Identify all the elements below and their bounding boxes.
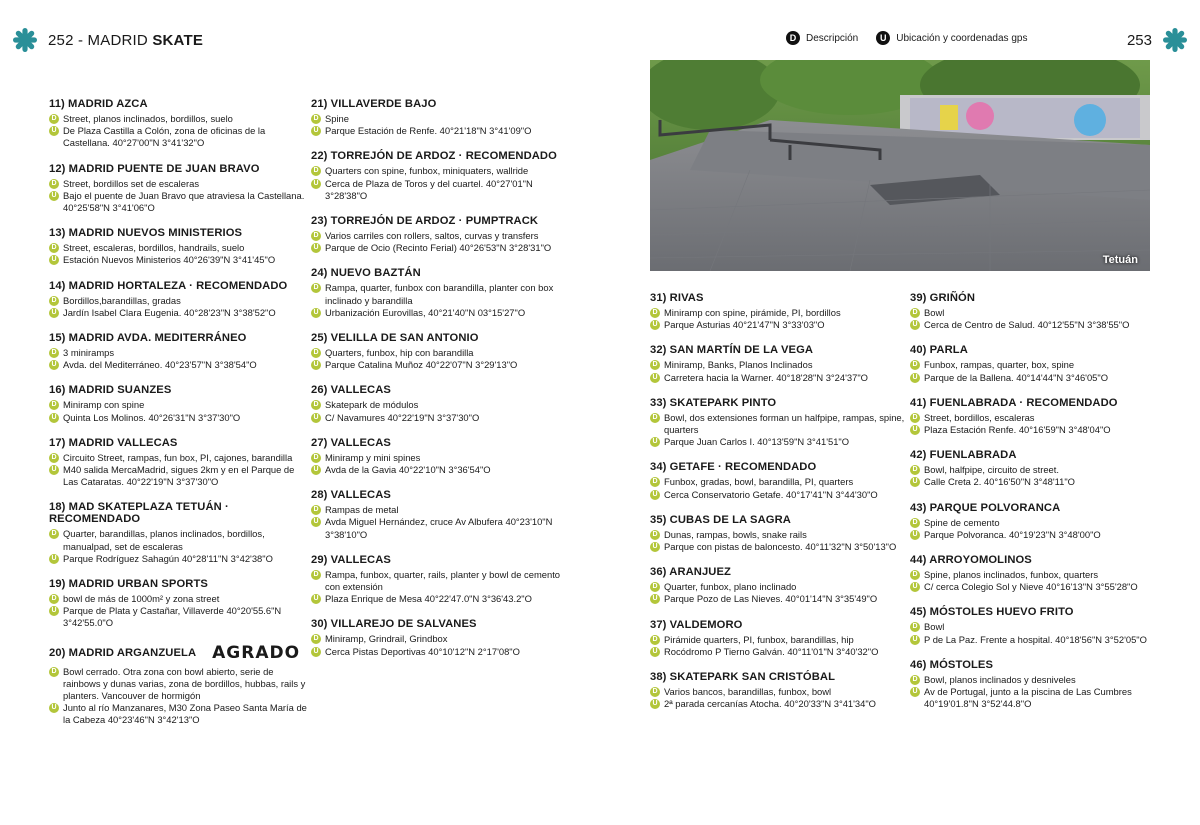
location-bullet-icon: U xyxy=(910,530,920,540)
entry-title: 17) MADRID VALLECAS xyxy=(49,436,178,449)
entry-description: D Quarters con spine, funbox, miniquaters, wallride xyxy=(311,165,569,177)
right-page-header xyxy=(1127,28,1188,52)
entry-location: U Rocódromo P Tierno Galván. 40°11'01"N 3°40'32"O xyxy=(650,646,908,658)
skatepark-entry xyxy=(311,150,569,202)
location-bullet-icon: U xyxy=(311,243,321,253)
description-bullet-icon: D xyxy=(311,348,321,358)
description-bullet-icon: D xyxy=(311,505,321,515)
skatepark-entry xyxy=(910,292,1168,331)
entry-title: 23) TORREJÓN DE ARDOZ · PUMPTRACK xyxy=(311,215,539,228)
asterisk-logo-icon xyxy=(1162,27,1188,53)
entry-description: D Bowl, halfpipe, circuito de street. xyxy=(910,464,1168,476)
entry-title: 44) ARROYOMOLINOS xyxy=(910,554,1032,567)
entry-title: 45) MÓSTOLES HUEVO FRITO xyxy=(910,606,1074,619)
location-bullet-icon: U xyxy=(49,465,59,475)
entry-location: U Parque Juan Carlos I. 40°13'59"N 3°41'51"O xyxy=(650,436,908,448)
location-bullet-icon: U xyxy=(650,490,660,500)
entry-description: D Quarter, funbox, plano inclinado xyxy=(650,581,908,593)
legend-location: U Ubicación y coordenadas gps xyxy=(876,31,1027,45)
entry-location: U Parque de Ocio (Recinto Ferial) 40°26'53"N 3°28'31"O xyxy=(311,242,569,254)
location-bullet-icon: U xyxy=(650,699,660,709)
skatepark-entry xyxy=(650,514,908,553)
entry-location: U Cerca de Centro de Salud. 40°12'55"N 3°38'55"O xyxy=(910,319,1168,331)
entry-location: U Parque Asturias 40°21'47"N 3°33'03"O xyxy=(650,319,908,331)
entry-title: 33) SKATEPARK PINTO xyxy=(650,396,777,409)
description-bullet-icon: D xyxy=(49,453,59,463)
location-bullet-icon: U xyxy=(311,647,321,657)
description-bullet-icon: D xyxy=(49,243,59,253)
entry-title: 20) MADRID ARGANZUELA AGRADO xyxy=(49,642,301,663)
entry-location: U Avda. del Mediterráneo. 40°23'57"N 3°38'54"O xyxy=(49,359,307,371)
entry-title: 16) MADRID SUANZES xyxy=(49,384,172,397)
skatepark-entry xyxy=(311,437,569,476)
entry-title: 13) MADRID NUEVOS MINISTERIOS xyxy=(49,227,243,240)
skatepark-entry xyxy=(650,619,908,658)
skatepark-entry xyxy=(650,344,908,383)
entry-location: U Parque Polvoranca. 40°19'23"N 3°48'00"O xyxy=(910,529,1168,541)
entry-description: D Funbox, gradas, bowl, barandilla, PI, quarters xyxy=(650,476,908,488)
description-bullet-icon: D xyxy=(650,360,660,370)
entry-title: 38) SKATEPARK SAN CRISTÓBAL xyxy=(650,671,836,684)
skatepark-entry xyxy=(49,578,307,630)
entry-description: D Bordillos,barandillas, gradas xyxy=(49,295,307,307)
description-bullet-icon: D xyxy=(311,114,321,124)
entry-title: 31) RIVAS xyxy=(650,292,704,304)
location-bullet-icon: U xyxy=(311,594,321,604)
skatepark-entry xyxy=(49,163,307,215)
location-bullet-icon: U xyxy=(49,255,59,265)
skatepark-entry xyxy=(311,384,569,423)
entry-description: D Skatepark de módulos xyxy=(311,399,569,411)
entry-location: U M40 salida MercaMadrid, sigues 2km y en el Parque de Las Cataratas. 40°22'19"N 3°37'30"O xyxy=(49,464,307,488)
skatepark-entry xyxy=(650,566,908,605)
entry-title: 25) VELILLA DE SAN ANTONIO xyxy=(311,332,479,345)
entry-description: D Spine xyxy=(311,113,569,125)
description-bullet-icon: D xyxy=(910,675,920,685)
description-badge-icon: D xyxy=(786,31,800,45)
entry-description: D Miniramp con spine, pirámide, PI, bordillos xyxy=(650,307,908,319)
entry-location: U Avda Miguel Hernández, cruce Av Albufera 40°23'10"N 3°38'10"O xyxy=(311,516,569,540)
entry-title: 27) VALLECAS xyxy=(311,436,391,449)
description-bullet-icon: D xyxy=(910,622,920,632)
entry-title: 11) MADRID AZCA xyxy=(49,98,148,110)
entry-location: U Av de Portugal, junto a la piscina de Las Cumbres 40°19'01.8"N 3°52'44.8"O xyxy=(910,686,1168,710)
skatepark-illustration xyxy=(650,60,1150,271)
entry-location: U Cerca Conservatorio Getafe. 40°17'41"N 3°44'30"O xyxy=(650,489,908,501)
skatepark-entry xyxy=(650,671,908,710)
description-bullet-icon: D xyxy=(49,667,59,677)
location-bullet-icon: U xyxy=(49,308,59,318)
location-bullet-icon: U xyxy=(650,320,660,330)
entry-description: D bowl de más de 1000m² y zona street xyxy=(49,593,307,605)
entry-description: D Bowl xyxy=(910,621,1168,633)
description-bullet-icon: D xyxy=(910,360,920,370)
description-bullet-icon: D xyxy=(49,114,59,124)
entry-location: U Parque con pistas de baloncesto. 40°11'32"N 3°50'13"O xyxy=(650,541,908,553)
location-bullet-icon: U xyxy=(650,437,660,447)
description-bullet-icon: D xyxy=(910,518,920,528)
location-bullet-icon: U xyxy=(910,687,920,697)
description-bullet-icon: D xyxy=(49,296,59,306)
column-3 xyxy=(650,292,908,723)
description-bullet-icon: D xyxy=(650,582,660,592)
entry-description: D Street, bordillos, escaleras xyxy=(910,412,1168,424)
column-1 xyxy=(49,98,307,740)
asterisk-logo-icon xyxy=(12,27,38,53)
skatepark-entry xyxy=(311,215,569,254)
entry-description: D Rampas de metal xyxy=(311,504,569,516)
entry-description: D Varios bancos, barandillas, funbox, bowl xyxy=(650,686,908,698)
location-bullet-icon: U xyxy=(49,703,59,713)
entry-title: 21) VILLAVERDE BAJO xyxy=(311,98,437,110)
entry-description: D Rampa, funbox, quarter, rails, planter y bowl de cemento con extensión xyxy=(311,569,569,593)
location-bullet-icon: U xyxy=(49,126,59,136)
entry-description: D Street, escaleras, bordillos, handrails, suelo xyxy=(49,242,307,254)
entry-title: 42) FUENLABRADA xyxy=(910,449,1017,462)
entry-location: U Parque de Plata y Castañar, Villaverde 40°20'55.6"N 3°42'55.0"O xyxy=(49,605,307,629)
description-bullet-icon: D xyxy=(650,530,660,540)
skatepark-entry xyxy=(311,98,569,137)
entry-title: 12) MADRID PUENTE DE JUAN BRAVO xyxy=(49,162,260,175)
entry-location: U De Plaza Castilla a Colón, zona de oficinas de la Castellana. 40°27'00"N 3°41'32"O xyxy=(49,125,307,149)
entry-description: D Street, bordillos set de escaleras xyxy=(49,178,307,190)
location-bullet-icon: U xyxy=(650,542,660,552)
description-bullet-icon: D xyxy=(49,400,59,410)
photo-caption: Tetuán xyxy=(1102,254,1138,266)
column-4 xyxy=(910,292,1168,723)
location-bullet-icon: U xyxy=(49,554,59,564)
skatepark-entry xyxy=(311,618,569,657)
entry-title: 18) MAD SKATEPLAZA TETUÁN · RECOMENDADO xyxy=(49,501,229,526)
description-bullet-icon: D xyxy=(49,594,59,604)
agrado-badge: AGRADO xyxy=(212,642,301,663)
entry-description: D Street, planos inclinados, bordillos, suelo xyxy=(49,113,307,125)
skatepark-entry xyxy=(910,397,1168,436)
entry-location: U Parque Estación de Renfe. 40°21'18"N 3°41'09"O xyxy=(311,125,569,137)
skatepark-entry xyxy=(650,397,908,449)
entry-description: D Dunas, rampas, bowls, snake rails xyxy=(650,529,908,541)
location-bullet-icon: U xyxy=(910,477,920,487)
entry-description: D Spine de cemento xyxy=(910,517,1168,529)
entry-location: U Cerca de Plaza de Toros y del cuartel. 40°27'01"N 3°28'38"O xyxy=(311,178,569,202)
skatepark-entry xyxy=(910,344,1168,383)
skatepark-entry xyxy=(311,332,569,371)
entry-description: D Spine, planos inclinados, funbox, quarters xyxy=(910,569,1168,581)
entry-location: U Parque Catalina Muñoz 40°22'07"N 3°29'13"O xyxy=(311,359,569,371)
entry-location: U Carretera hacia la Warner. 40°18'28"N 3°24'37"O xyxy=(650,372,908,384)
entry-location: U Plaza Enrique de Mesa 40°22'47.0"N 3°36'43.2"O xyxy=(311,593,569,605)
right-page-number: 253 xyxy=(1126,31,1152,49)
description-bullet-icon: D xyxy=(311,231,321,241)
description-bullet-icon: D xyxy=(910,465,920,475)
location-bullet-icon: U xyxy=(910,373,920,383)
entry-location: U C/ Navamures 40°22'19"N 3°37'30"O xyxy=(311,412,569,424)
location-bullet-icon: U xyxy=(49,191,59,201)
skatepark-entry xyxy=(49,437,307,489)
skatepark-entry xyxy=(311,489,569,541)
entry-title: 28) VALLECAS xyxy=(311,489,391,502)
location-bullet-icon: U xyxy=(910,320,920,330)
description-bullet-icon: D xyxy=(650,635,660,645)
legend xyxy=(786,31,1045,45)
entry-location: U Parque Pozo de Las Nieves. 40°01'14"N 3°35'49"O xyxy=(650,593,908,605)
skatepark-entry xyxy=(49,98,307,150)
entry-description: D Miniramp con spine xyxy=(49,399,307,411)
skatepark-entry xyxy=(49,332,307,371)
legend-description: D Descripción xyxy=(786,31,858,45)
entry-location: U Junto al río Manzanares, M30 Zona Paseo Santa María de la Cabeza 40°23'46"N 3°42'13"O xyxy=(49,702,307,726)
entry-title: 46) MÓSTOLES xyxy=(910,658,994,671)
entry-location: U 2ª parada cercanías Atocha. 40°20'33"N 3°41'34"O xyxy=(650,698,908,710)
entry-title: 29) VALLECAS xyxy=(311,553,391,566)
skatepark-entry xyxy=(49,280,307,319)
location-bullet-icon: U xyxy=(311,413,321,423)
description-bullet-icon: D xyxy=(311,634,321,644)
description-bullet-icon: D xyxy=(650,477,660,487)
entry-description: D Bowl, planos inclinados y desniveles xyxy=(910,674,1168,686)
entry-location: U Calle Creta 2. 40°16'50"N 3°48'11"O xyxy=(910,476,1168,488)
entry-title: 15) MADRID AVDA. MEDITERRÁNEO xyxy=(49,332,247,345)
skatepark-photo xyxy=(650,60,1150,271)
location-bullet-icon: U xyxy=(311,126,321,136)
entry-title: 26) VALLECAS xyxy=(311,384,391,397)
entry-location: U Plaza Estación Renfe. 40°16'59"N 3°48'04"O xyxy=(910,424,1168,436)
entry-location: U Bajo el puente de Juan Bravo que atraviesa la Castellana. 40°25'58"N 3°41'06"O xyxy=(49,190,307,214)
entry-title: 19) MADRID URBAN SPORTS xyxy=(49,578,208,591)
entry-description: D Bowl, dos extensiones forman un halfpipe, rampas, spine, quarters xyxy=(650,412,908,436)
entry-description: D Miniramp y mini spines xyxy=(311,452,569,464)
entry-location: U Cerca Pistas Deportivas 40°10'12"N 2°17'08"O xyxy=(311,646,569,658)
entry-location: U Urbanización Eurovillas, 40°21'40"N 03°15'27"O xyxy=(311,307,569,319)
description-bullet-icon: D xyxy=(49,348,59,358)
skatepark-entry xyxy=(311,267,569,319)
entry-location: U Quinta Los Molinos. 40°26'31"N 3°37'30"O xyxy=(49,412,307,424)
description-bullet-icon: D xyxy=(49,529,59,539)
location-bullet-icon: U xyxy=(311,360,321,370)
column-2 xyxy=(311,98,569,671)
entry-title: 36) ARANJUEZ xyxy=(650,566,731,579)
entry-location: U C/ cerca Colegio Sol y Nieve 40°16'13"N 3°55'28"O xyxy=(910,581,1168,593)
skatepark-entry xyxy=(49,384,307,423)
entry-location: U P de La Paz. Frente a hospital. 40°18'56"N 3°52'05"O xyxy=(910,634,1168,646)
entry-title: 39) GRIÑÓN xyxy=(910,292,976,304)
skatepark-entry xyxy=(311,554,569,606)
location-bullet-icon: U xyxy=(650,647,660,657)
entry-description: D Quarters, funbox, hip con barandilla xyxy=(311,347,569,359)
entry-location: U Parque de la Ballena. 40°14'44"N 3°46'05"O xyxy=(910,372,1168,384)
description-bullet-icon: D xyxy=(311,166,321,176)
location-bullet-icon: U xyxy=(910,582,920,592)
skatepark-entry xyxy=(910,502,1168,541)
left-page-number: 252 - MADRID SKATE xyxy=(48,31,204,49)
entry-title: 40) PARLA xyxy=(910,344,968,357)
entry-title: 37) VALDEMORO xyxy=(650,618,743,631)
description-bullet-icon: D xyxy=(311,453,321,463)
description-bullet-icon: D xyxy=(49,179,59,189)
entry-description: D 3 miniramps xyxy=(49,347,307,359)
entry-location: U Parque Rodríguez Sahagún 40°28'11"N 3°42'38"O xyxy=(49,553,307,565)
location-badge-icon: U xyxy=(876,31,890,45)
entry-description: D Quarter, barandillas, planos inclinados, bordillos, manualpad, set de escaleras xyxy=(49,528,307,552)
entry-description: D Bowl xyxy=(910,307,1168,319)
skatepark-entry xyxy=(910,606,1168,645)
description-bullet-icon: D xyxy=(910,570,920,580)
entry-title: 43) PARQUE POLVORANCA xyxy=(910,501,1061,514)
description-bullet-icon: D xyxy=(311,283,321,293)
entry-description: D Funbox, rampas, quarter, box, spine xyxy=(910,359,1168,371)
entry-title: 24) NUEVO BAZTÁN xyxy=(311,267,421,280)
location-bullet-icon: U xyxy=(311,308,321,318)
skatepark-entry xyxy=(910,554,1168,593)
entry-location: U Estación Nuevos Ministerios 40°26'39"N 3°41'45"O xyxy=(49,254,307,266)
location-bullet-icon: U xyxy=(49,360,59,370)
description-bullet-icon: D xyxy=(650,413,660,423)
entry-description: D Miniramp, Banks, Planos Inclinados xyxy=(650,359,908,371)
skatepark-entry xyxy=(49,501,307,565)
location-bullet-icon: U xyxy=(311,465,321,475)
entry-title: 22) TORREJÓN DE ARDOZ · RECOMENDADO xyxy=(311,150,557,163)
location-bullet-icon: U xyxy=(311,517,321,527)
description-bullet-icon: D xyxy=(311,570,321,580)
location-bullet-icon: U xyxy=(650,594,660,604)
entry-title: 14) MADRID HORTALEZA · RECOMENDADO xyxy=(49,279,288,292)
left-page-header xyxy=(12,28,203,52)
entry-title: 41) FUENLABRADA · RECOMENDADO xyxy=(910,396,1118,409)
location-bullet-icon: U xyxy=(650,373,660,383)
entry-description: D Circuito Street, rampas, fun box, PI, cajones, barandilla xyxy=(49,452,307,464)
skatepark-entry xyxy=(910,659,1168,711)
skatepark-entry xyxy=(650,461,908,500)
entry-title: 30) VILLAREJO DE SALVANES xyxy=(311,618,477,631)
skatepark-entry xyxy=(49,227,307,266)
entry-location: U Avda de la Gavia 40°22'10"N 3°36'54"O xyxy=(311,464,569,476)
location-bullet-icon: U xyxy=(910,635,920,645)
entry-description: D Varios carriles con rollers, saltos, curvas y transfers xyxy=(311,230,569,242)
entry-description: D Pirámide quarters, PI, funbox, barandillas, hip xyxy=(650,634,908,646)
entry-title: 35) CUBAS DE LA SAGRA xyxy=(650,513,791,526)
entry-description: D Rampa, quarter, funbox con barandilla, planter con box inclinado y barandilla xyxy=(311,282,569,306)
skatepark-entry xyxy=(650,292,908,331)
location-bullet-icon: U xyxy=(49,413,59,423)
description-bullet-icon: D xyxy=(650,308,660,318)
location-bullet-icon: U xyxy=(49,606,59,616)
entry-description: D Miniramp, Grindrail, Grindbox xyxy=(311,633,569,645)
description-bullet-icon: D xyxy=(650,687,660,697)
entry-title: 32) SAN MARTÍN DE LA VEGA xyxy=(650,344,814,357)
entry-location: U Jardín Isabel Clara Eugenia. 40°28'23"N 3°38'52"O xyxy=(49,307,307,319)
description-bullet-icon: D xyxy=(910,308,920,318)
entry-title: 34) GETAFE · RECOMENDADO xyxy=(650,461,817,474)
location-bullet-icon: U xyxy=(910,425,920,435)
location-bullet-icon: U xyxy=(311,179,321,189)
skatepark-entry xyxy=(910,449,1168,488)
skatepark-entry xyxy=(49,643,307,727)
description-bullet-icon: D xyxy=(311,400,321,410)
entry-description: D Bowl cerrado. Otra zona con bowl abierto, serie de rainbows y dunas varias, zona de bordillos, hubbas, rails y planters. Vancouver de hormigón xyxy=(49,666,307,703)
description-bullet-icon: D xyxy=(910,413,920,423)
